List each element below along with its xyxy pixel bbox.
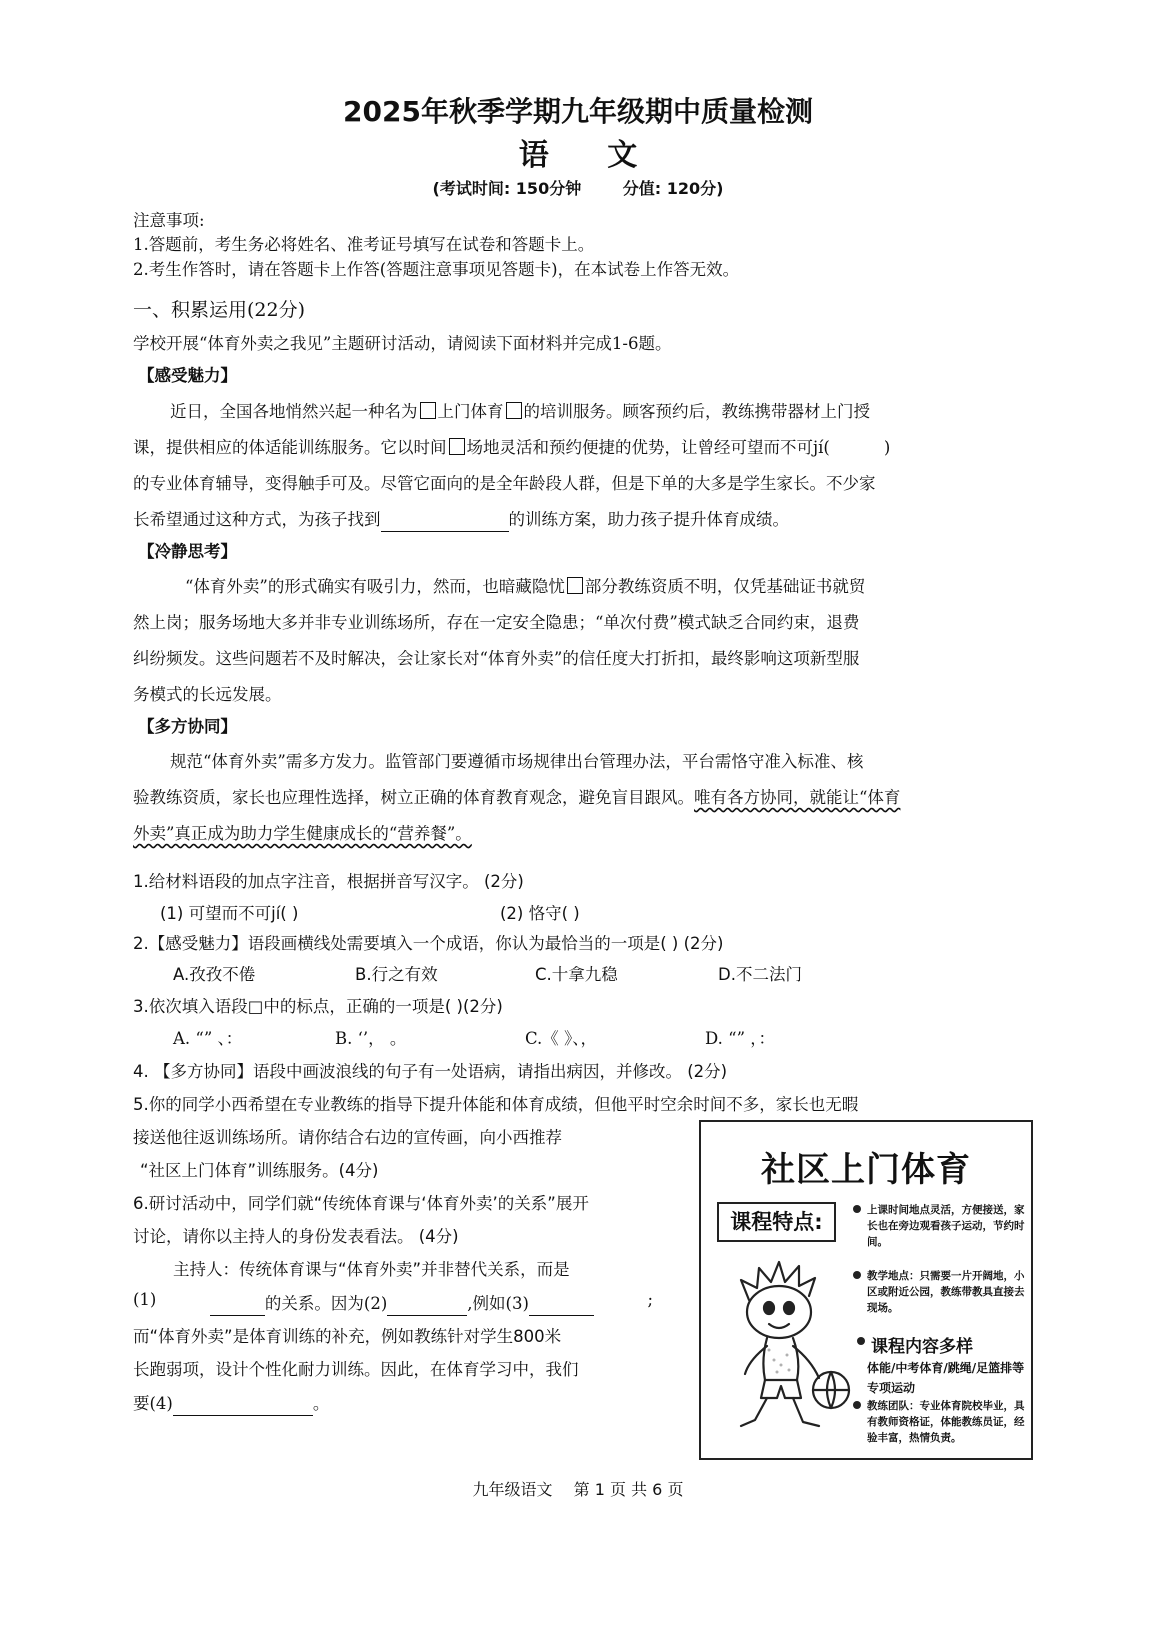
punctuation-box (567, 577, 583, 594)
question-1-part-1: (1) 可望而不可jí( ) (160, 904, 299, 923)
wavy-sentence: 唯有各方协同，就能让“体育 (694, 788, 901, 807)
subject-title: 语 文 (518, 138, 662, 173)
question-3: 3.依次填入语段□中的标点，正确的一项是( )(2分) (133, 997, 503, 1016)
question-6-line-4: (1) 的关系。因为(2) ,例如(3) ; (133, 1290, 653, 1316)
exam-title: 2025年秋季学期九年级期中质量检测 (343, 95, 813, 128)
punctuation-box (420, 402, 436, 419)
section-heading: 一、积累运用(22分) (133, 299, 306, 321)
p2-line-1: “体育外卖”的形式确实有吸引力，然而，也暗藏隐忧 部分教练资质不明，仅凭基础证书就贸 (185, 577, 866, 596)
paragraph-label-think: 【冷静思考】 (138, 542, 237, 561)
poster-title: 社区上门体育 (761, 1150, 971, 1190)
kid-basketball-illustration (719, 1250, 859, 1440)
exam-time: (考试时间: 150分钟 (432, 179, 582, 198)
bullet-dot (853, 1401, 861, 1409)
question-2: 2.【感受魅力】语段画横线处需要填入一个成语，你认为最恰当的一项是( ) (2分) (133, 934, 724, 953)
p2-line-2: 然上岗；服务场地大多并非专业训练场所，存在一定安全隐患；“单次付费”模式缺乏合同约束，退费 (133, 613, 860, 632)
question-6-line-7: 要(4) 。 (133, 1390, 329, 1416)
p1-line-4: 长希望通过这种方式，为孩子找到 的训练方案，助力孩子提升体育成绩。 (133, 506, 789, 532)
exam-info (0, 176, 1156, 199)
section-intro: 学校开展“体育外卖之我见”主题研讨活动，请阅读下面材料并完成1-6题。 (133, 334, 672, 353)
q3-option-d: D. “” ，： (705, 1029, 775, 1048)
footer-grade: 九年级语文 (472, 1480, 553, 1499)
paragraph-label-charm: 【感受魅力】 (138, 366, 237, 385)
question-5-line-2: 接送他往返训练场所。请你结合右边的宣传画，向小西推荐 (133, 1128, 562, 1147)
exam-score: 分值: 120分) (622, 179, 724, 198)
question-5-line-1: 5.你的同学小西希望在专业教练的指导下提升体能和体育成绩，但他平时空余时间不多，家长也无暇 (133, 1095, 859, 1114)
poster-features-label: 课程特点: (717, 1202, 836, 1242)
q3-option-a: A. “” 、： (173, 1029, 243, 1048)
bullet-dot (853, 1205, 861, 1213)
p2-line-4: 务模式的长远发展。 (133, 685, 282, 704)
notice-heading: 注意事项: (133, 211, 205, 230)
paragraph-label-cooperate: 【多方协同】 (138, 717, 237, 736)
question-1: 1.给材料语段的加点字注音，根据拼音写汉字。 (2分) (133, 872, 524, 891)
question-6-line-5: 而“体育外卖”是体育训练的补充，例如教练针对学生800米 (133, 1327, 562, 1346)
bullet-dot (853, 1271, 861, 1279)
p1-line-1: 近日，全国各地悄然兴起一种名为 上门体育 的培训服务。顾客预约后，教练携带器材上门授 (170, 402, 870, 421)
notice-item-1: 1.答题前，考生务必将姓名、准考证号填写在试卷和答题卡上。 (133, 235, 595, 254)
q2-option-d: D.不二法门 (718, 965, 802, 984)
question-1-part-2: (2) 恪守( ) (500, 904, 580, 923)
question-6-line-1: 6.研讨活动中，同学们就“传统体育课与‘体育外卖’的关系”展开 (133, 1194, 589, 1213)
p3-line-1: 规范“体育外卖”需多方发力。监管部门要遵循市场规律出台管理办法，平台需恪守准入标准、核 (170, 752, 864, 771)
p2-line-3: 纠纷频发。这些问题若不及时解决，会让家长对“体育外卖”的信任度大打折扣，最终影响这项新型服 (133, 649, 860, 668)
question-6-line-6: 长跑弱项，设计个性化耐力训练。因此，在体育学习中，我们 (133, 1360, 579, 1379)
q2-option-b: B.行之有效 (355, 965, 438, 984)
q2-option-a: A.孜孜不倦 (173, 965, 256, 984)
poster-bullet-3: 教练团队：专业体育院校毕业，具有教师资格证，体能教练员证，经验丰富，热情负责。 (867, 1398, 1027, 1446)
question-5-line-3: “社区上门体育”训练服务。(4分) (140, 1161, 379, 1180)
q2-option-c: C.十拿九稳 (535, 965, 618, 984)
bullet-dot (857, 1337, 865, 1345)
footer-page: 第 1 页 共 6 页 (573, 1480, 684, 1499)
question-6-line-2: 讨论，请你以主持人的身份发表看法。 (4分) (133, 1227, 459, 1246)
p1-line-2: 课，提供相应的体适能训练服务。它以时间 场地灵活和预约便捷的优势，让曾经可望而不可jí( ) (133, 438, 891, 457)
q3-option-c: C.《 》、， (525, 1029, 598, 1048)
p3-line-3: 外卖”真正成为助力学生健康成长的“营养餐”。 (133, 824, 472, 843)
punctuation-box (449, 438, 465, 455)
poster-image (699, 1120, 1033, 1460)
poster-bullet-2: 教学地点：只需要一片开阔地，小区或附近公园，教练带教具直接去现场。 (867, 1268, 1027, 1316)
idiom-blank (381, 512, 509, 532)
p3-line-2: 验教练资质，家长也应理性选择，树立正确的体育教育观念，避免盲目跟风。唯有各方协同，就能让“体育 (133, 788, 901, 807)
poster-content-title: 课程内容多样 (871, 1332, 1031, 1357)
question-6-line-3: 主持人：传统体育课与“体育外卖”并非替代关系，而是 (173, 1260, 570, 1279)
punctuation-box (506, 402, 522, 419)
poster-bullet-1: 上课时间地点灵活，方便接送，家长也在旁边观看孩子运动，节约时间。 (867, 1202, 1027, 1250)
question-4: 4. 【多方协同】语段中画波浪线的句子有一处语病，请指出病因，并修改。 (2分) (133, 1062, 728, 1081)
notice-item-2: 2.考生作答时，请在答题卡上作答(答题注意事项见答题卡)，在本试卷上作答无效。 (133, 260, 740, 279)
page-footer (0, 1477, 1156, 1500)
p1-line-3: 的专业体育辅导，变得触手可及。尽管它面向的是全年龄段人群，但是下单的大多是学生家长。不少家 (133, 474, 876, 493)
poster-content-body: 体能/中考体育/跳绳/足篮排等专项运动 (867, 1361, 1025, 1395)
q3-option-b: B. ‘’， 。 (335, 1029, 407, 1048)
